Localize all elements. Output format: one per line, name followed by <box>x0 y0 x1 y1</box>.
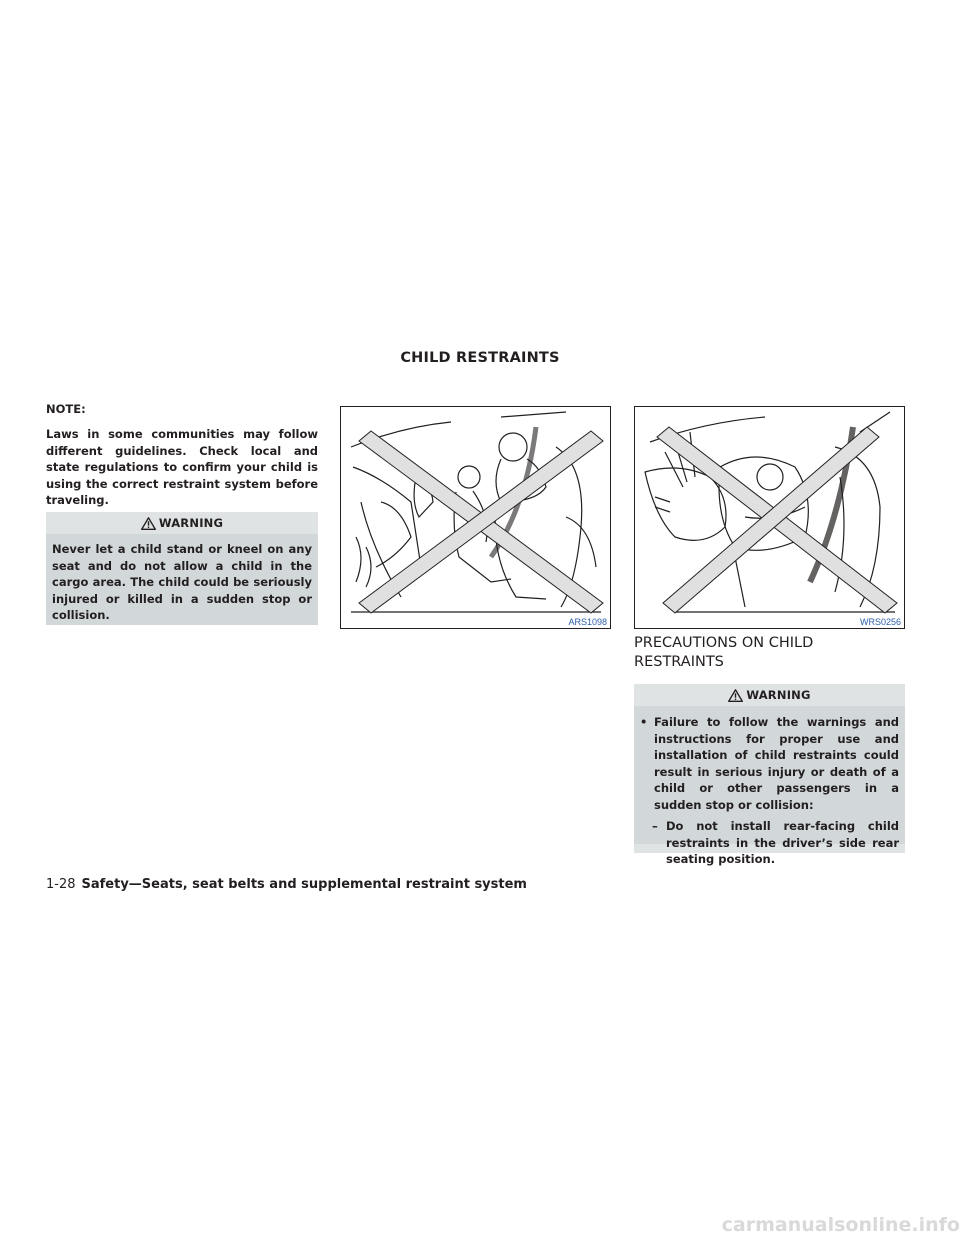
warning-heading: WARNING <box>158 516 224 530</box>
dash-mark: – <box>652 819 658 833</box>
airbag-child-seat-illustration <box>635 407 905 629</box>
warning-triangle-icon <box>141 517 156 530</box>
section-title: CHILD RESTRAINTS <box>400 350 560 366</box>
warning-box-2 <box>634 684 905 866</box>
subheading: PRECAUTIONS ON CHILD RESTRAINTS <box>634 635 814 670</box>
warning-body <box>634 706 905 866</box>
warning-triangle-icon <box>728 689 743 702</box>
footer-title: Safety—Seats, seat belts and supplemental restraint system <box>81 877 527 892</box>
warning-text: Never let a child stand or kneel on any seat and do not allow a child in the cargo area. The child could be seriously injured or killed in a sudden stop or collision. <box>46 534 318 625</box>
warning-header <box>634 684 905 706</box>
dash-text: Do not install rear-facing child restraints in the driver’s side rear seating position. <box>666 819 899 866</box>
note-text: Laws in some communities may follow different guidelines. Check local and state regulations to confirm your child is using the correct restraint system before traveling. <box>46 427 318 507</box>
page-number: 1-28 <box>46 877 76 892</box>
figure-code: ARS1098 <box>568 617 607 627</box>
bullet-mark: • <box>640 715 648 729</box>
page-footer <box>46 877 527 892</box>
figure-rear-facing-airbag-illustration <box>634 406 905 629</box>
car-interior-illustration <box>341 407 611 629</box>
warning-heading: WARNING <box>746 688 811 702</box>
dash-item <box>640 818 899 868</box>
watermark: carmanualsonline.info <box>721 1214 960 1236</box>
bullet-item <box>640 714 899 813</box>
figure-child-standing-illustration <box>340 406 611 629</box>
note-block <box>46 402 318 509</box>
warning-header <box>46 512 318 534</box>
note-label: NOTE: <box>46 402 86 416</box>
bullet-text: Failure to follow the warnings and instructions for proper use and installation of child restraints could result in serious injury or death of a child or other passengers in a sudden stop or collision: <box>654 715 899 812</box>
figure-code: WRS0256 <box>859 617 901 627</box>
warning-box-1 <box>46 512 318 622</box>
